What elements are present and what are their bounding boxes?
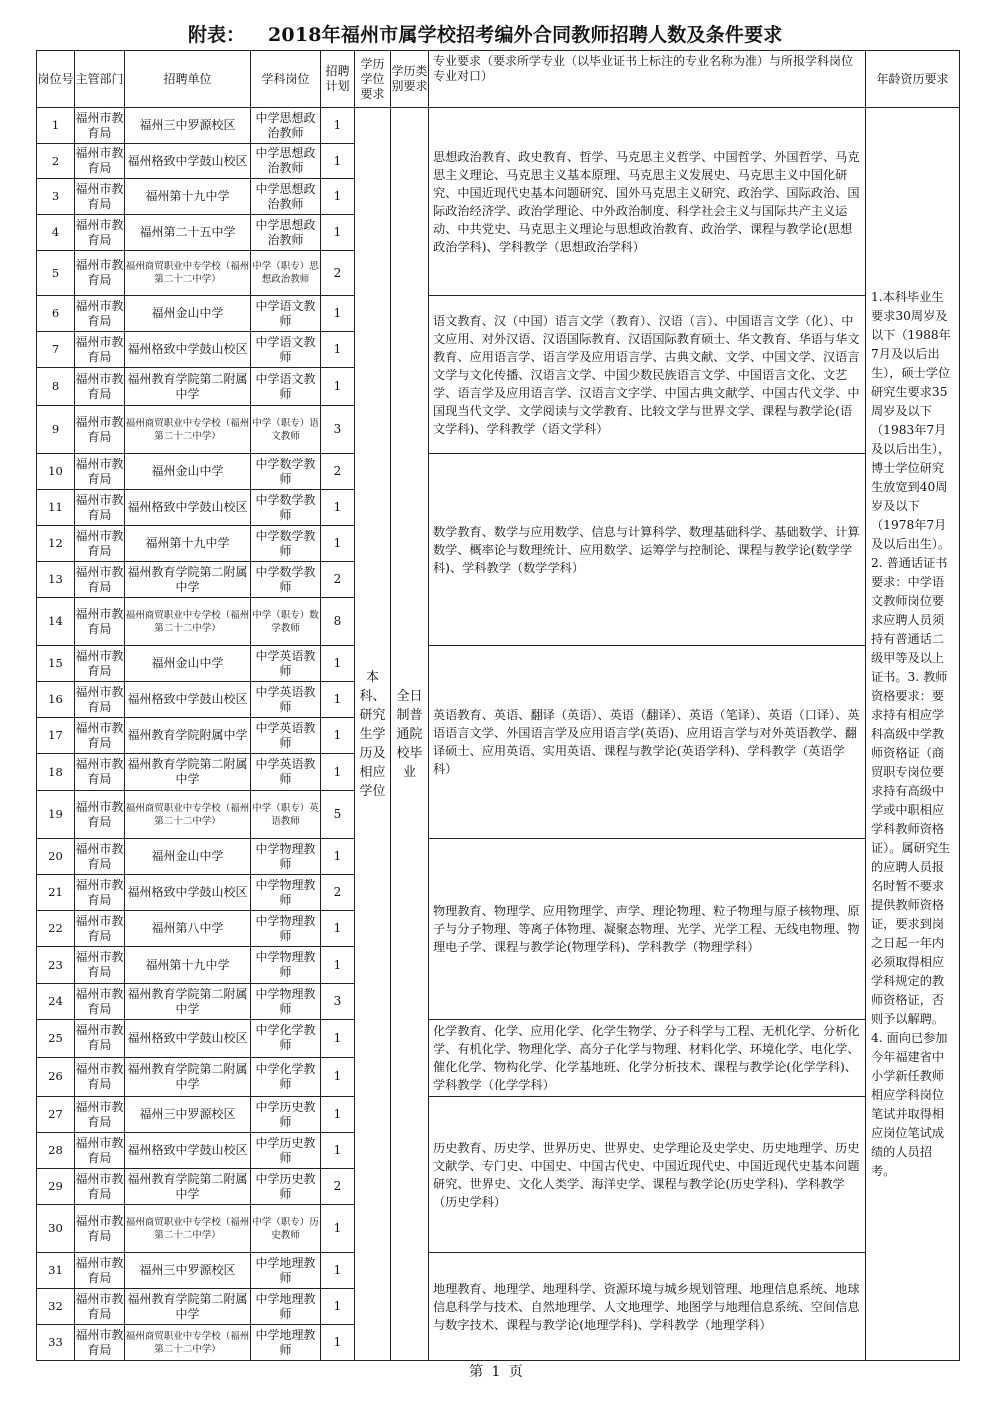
row-position: 中学（职专）语文教师 bbox=[251, 406, 321, 454]
table-row bbox=[37, 296, 960, 332]
row-unit: 福州商贸职业中专学校（福州第二十二中学） bbox=[125, 406, 251, 454]
row-position: 中学语文教师 bbox=[251, 296, 321, 332]
table-row bbox=[37, 1097, 960, 1133]
row-unit: 福州教育学院第二附属中学 bbox=[125, 754, 251, 791]
row-number: 29 bbox=[37, 1169, 75, 1205]
row-number: 15 bbox=[37, 646, 75, 682]
row-position: 中学物理教师 bbox=[251, 875, 321, 911]
row-plan: 3 bbox=[321, 406, 355, 454]
row-plan: 1 bbox=[321, 947, 355, 984]
row-dept: 福州市教育局 bbox=[75, 984, 125, 1020]
row-plan: 1 bbox=[321, 1020, 355, 1058]
row-plan: 1 bbox=[321, 1097, 355, 1133]
row-number: 27 bbox=[37, 1097, 75, 1133]
row-plan: 1 bbox=[321, 1057, 355, 1096]
row-dept: 福州市教育局 bbox=[75, 1097, 125, 1133]
row-plan: 3 bbox=[321, 984, 355, 1020]
table-row bbox=[37, 646, 960, 682]
row-dept: 福州市教育局 bbox=[75, 754, 125, 791]
row-dept: 福州市教育局 bbox=[75, 646, 125, 682]
row-unit: 福州第十九中学 bbox=[125, 526, 251, 562]
table-body bbox=[37, 108, 960, 1361]
row-unit: 福州第十九中学 bbox=[125, 947, 251, 984]
row-position: 中学物理教师 bbox=[251, 947, 321, 984]
row-dept: 福州市教育局 bbox=[75, 1325, 125, 1361]
row-plan: 1 bbox=[321, 368, 355, 406]
row-position: 中学英语教师 bbox=[251, 682, 321, 718]
major-requirement: 数学教育、数学与应用数学、信息与计算科学、数理基础科学、基础数学、计算数学、概率论与数理统计、应用数学、运筹学与控制论、课程与教学论(数学学科)、学科教学（数学学科） bbox=[429, 454, 866, 646]
title-main: 2018年福州市属学校招考编外合同教师招聘人数及条件要求 bbox=[268, 24, 783, 46]
row-position: 中学化学教师 bbox=[251, 1057, 321, 1096]
row-dept: 福州市教育局 bbox=[75, 1253, 125, 1289]
row-position: 中学英语教师 bbox=[251, 646, 321, 682]
row-unit: 福州商贸职业中专学校（福州第二十二中学） bbox=[125, 1205, 251, 1253]
row-position: 中学思想政治教师 bbox=[251, 108, 321, 144]
row-number: 23 bbox=[37, 947, 75, 984]
row-dept: 福州市教育局 bbox=[75, 251, 125, 296]
row-plan: 1 bbox=[321, 911, 355, 947]
row-number: 21 bbox=[37, 875, 75, 911]
row-dept: 福州市教育局 bbox=[75, 454, 125, 490]
row-dept: 福州市教育局 bbox=[75, 1169, 125, 1205]
footer-suffix: 页 bbox=[508, 1364, 523, 1380]
row-position: 中学地理教师 bbox=[251, 1325, 321, 1361]
row-number: 24 bbox=[37, 984, 75, 1020]
edu-requirement: 本科、研究生学历及相应学位 bbox=[355, 108, 391, 1361]
row-number: 25 bbox=[37, 1020, 75, 1058]
row-plan: 1 bbox=[321, 296, 355, 332]
row-position: 中学（职专）数学教师 bbox=[251, 598, 321, 646]
row-position: 中学数学教师 bbox=[251, 562, 321, 598]
row-dept: 福州市教育局 bbox=[75, 332, 125, 368]
age-requirement: 1.本科毕业生要求30周岁及以下（1988年7月及以后出生），硕士学位研究生要求35周岁及以下（1983年7月及以后出生），博士学位研究生放宽到40周岁及以下（1978年7月及以后出生）。2. 普通话证书要求：中学语文教师岗位要求应聘人员须持有普通话二级甲等及以上证书。3. 教师资格要求：要求持有相应学科高级中学教师资格证（商贸职专岗位要求持有高级中学或中职相应学科教师资格证）。属研究生的应聘人员报名时暂不要求提供教师资格证，要求到岗之日起一年内必须取得相应学科规定的教师资格证，否则予以解聘。4. 面向已参加今年福建省中小学新任教师相应学科岗位笔试并取得相应岗位笔试成绩的人员招考。 bbox=[866, 144, 960, 1325]
row-position: 中学英语教师 bbox=[251, 718, 321, 754]
row-unit: 福州格致中学鼓山校区 bbox=[125, 490, 251, 526]
row-plan: 1 bbox=[321, 215, 355, 251]
row-dept: 福州市教育局 bbox=[75, 215, 125, 251]
row-number: 19 bbox=[37, 791, 75, 839]
header-edu-type: 学历类别要求 bbox=[391, 51, 429, 108]
major-requirement: 历史教育、历史学、世界历史、世界史、史学理论及史学史、历史地理学、历史文献学、专门史、中国史、中国古代史、中国近现代史、中国近现代史基本问题研究、世界史、文化人类学、海洋史学、课程与教学论(历史学科)、学科教学（历史学科） bbox=[429, 1097, 866, 1253]
edu-type-requirement: 全日制普通院校毕业 bbox=[391, 108, 429, 1361]
row-plan: 1 bbox=[321, 754, 355, 791]
row-dept: 福州市教育局 bbox=[75, 179, 125, 215]
row-unit: 福州格致中学鼓山校区 bbox=[125, 682, 251, 718]
row-position: 中学英语教师 bbox=[251, 754, 321, 791]
row-number: 12 bbox=[37, 526, 75, 562]
row-position: 中学地理教师 bbox=[251, 1253, 321, 1289]
row-number: 14 bbox=[37, 598, 75, 646]
row-position: 中学物理教师 bbox=[251, 911, 321, 947]
row-dept: 福州市教育局 bbox=[75, 368, 125, 406]
row-number: 22 bbox=[37, 911, 75, 947]
row-unit: 福州三中罗源校区 bbox=[125, 1253, 251, 1289]
title-prefix: 附表： bbox=[188, 24, 246, 46]
row-number: 32 bbox=[37, 1289, 75, 1325]
row-position: 中学历史教师 bbox=[251, 1169, 321, 1205]
row-dept: 福州市教育局 bbox=[75, 911, 125, 947]
row-plan: 1 bbox=[321, 1253, 355, 1289]
row-number: 1 bbox=[37, 108, 75, 144]
header-position: 学科岗位 bbox=[251, 51, 321, 108]
row-position: 中学历史教师 bbox=[251, 1133, 321, 1169]
row-unit: 福州教育学院第二附属中学 bbox=[125, 1169, 251, 1205]
row-unit: 福州教育学院附属中学 bbox=[125, 718, 251, 754]
row-unit: 福州教育学院第二附属中学 bbox=[125, 368, 251, 406]
row-position: 中学语文教师 bbox=[251, 368, 321, 406]
row-position: 中学思想政治教师 bbox=[251, 179, 321, 215]
row-unit: 福州格致中学鼓山校区 bbox=[125, 1133, 251, 1169]
row-unit: 福州金山中学 bbox=[125, 839, 251, 875]
major-requirement: 地理教育、地理学、地理科学、资源环境与城乡规划管理、地理信息系统、地球信息科学与技术、自然地理学、人文地理学、地图学与地理信息系统、空间信息与数字技术、课程与教学论(地理学科)、学科教学（地理学科） bbox=[429, 1253, 866, 1361]
row-number: 31 bbox=[37, 1253, 75, 1289]
table-row bbox=[37, 108, 960, 144]
row-plan: 1 bbox=[321, 839, 355, 875]
row-unit: 福州格致中学鼓山校区 bbox=[125, 144, 251, 179]
row-unit: 福州格致中学鼓山校区 bbox=[125, 875, 251, 911]
footer-prefix: 第 bbox=[469, 1364, 484, 1380]
row-position: 中学数学教师 bbox=[251, 526, 321, 562]
row-number: 30 bbox=[37, 1205, 75, 1253]
row-unit: 福州商贸职业中专学校（福州第二十二中学） bbox=[125, 598, 251, 646]
major-requirement: 化学教育、化学、应用化学、化学生物学、分子科学与工程、无机化学、分析化学、有机化学、物理化学、高分子化学与物理、材料化学、环境化学、电化学、催化化学、物构化学、化学基地班、化学分析技术、课程与教学论(化学学科)、学科教学（化学学科） bbox=[429, 1020, 866, 1097]
row-number: 10 bbox=[37, 454, 75, 490]
row-plan: 1 bbox=[321, 108, 355, 144]
row-plan: 2 bbox=[321, 875, 355, 911]
table-row bbox=[37, 839, 960, 875]
row-number: 13 bbox=[37, 562, 75, 598]
row-plan: 1 bbox=[321, 1205, 355, 1253]
row-number: 6 bbox=[37, 296, 75, 332]
row-dept: 福州市教育局 bbox=[75, 406, 125, 454]
row-number: 33 bbox=[37, 1325, 75, 1361]
row-position: 中学物理教师 bbox=[251, 984, 321, 1020]
row-unit: 福州教育学院第二附属中学 bbox=[125, 1289, 251, 1325]
row-number: 28 bbox=[37, 1133, 75, 1169]
row-number: 26 bbox=[37, 1057, 75, 1096]
row-plan: 1 bbox=[321, 682, 355, 718]
row-number: 17 bbox=[37, 718, 75, 754]
row-unit: 福州三中罗源校区 bbox=[125, 1097, 251, 1133]
row-unit: 福州金山中学 bbox=[125, 646, 251, 682]
row-plan: 1 bbox=[321, 1325, 355, 1361]
row-dept: 福州市教育局 bbox=[75, 1057, 125, 1096]
row-unit: 福州三中罗源校区 bbox=[125, 108, 251, 144]
row-dept: 福州市教育局 bbox=[75, 682, 125, 718]
row-unit: 福州第二十五中学 bbox=[125, 215, 251, 251]
row-position: 中学物理教师 bbox=[251, 839, 321, 875]
row-plan: 1 bbox=[321, 332, 355, 368]
row-unit: 福州教育学院第二附属中学 bbox=[125, 1057, 251, 1096]
row-plan: 1 bbox=[321, 1133, 355, 1169]
row-plan: 2 bbox=[321, 1169, 355, 1205]
row-number: 8 bbox=[37, 368, 75, 406]
row-dept: 福州市教育局 bbox=[75, 1289, 125, 1325]
row-number: 20 bbox=[37, 839, 75, 875]
header-age: 年龄资历要求 bbox=[866, 51, 960, 108]
row-unit: 福州教育学院第二附属中学 bbox=[125, 562, 251, 598]
row-position: 中学历史教师 bbox=[251, 1097, 321, 1133]
row-unit: 福州教育学院第二附属中学 bbox=[125, 984, 251, 1020]
header-plan: 招聘计划 bbox=[321, 51, 355, 108]
row-unit: 福州商贸职业中专学校（福州第二十二中学） bbox=[125, 791, 251, 839]
row-unit: 福州第十九中学 bbox=[125, 179, 251, 215]
row-position: 中学思想政治教师 bbox=[251, 215, 321, 251]
row-position: 中学语文教师 bbox=[251, 332, 321, 368]
row-dept: 福州市教育局 bbox=[75, 947, 125, 984]
row-position: 中学数学教师 bbox=[251, 454, 321, 490]
header-edu: 学历学位要求 bbox=[355, 51, 391, 108]
row-plan: 8 bbox=[321, 598, 355, 646]
row-plan: 2 bbox=[321, 562, 355, 598]
row-position: 中学（职专）历史教师 bbox=[251, 1205, 321, 1253]
row-number: 2 bbox=[37, 144, 75, 179]
major-requirement: 思想政治教育、政史教育、哲学、马克思主义哲学、中国哲学、外国哲学、马克思主义理论、马克思主义基本原理、马克思主义发展史、马克思主义中国化研究、中国近现代史基本问题研究、国外马克思主义研究、政治学、国际政治、国际政治经济学、政治学理论、中外政治制度、科学社会主义与国际共产主义运动、中共党史、马克思主义理论与思想政治教育、政治学、课程与教学论(思想政治学科)、学科教学（思想政治学科） bbox=[429, 108, 866, 296]
row-dept: 福州市教育局 bbox=[75, 1133, 125, 1169]
row-plan: 1 bbox=[321, 526, 355, 562]
row-plan: 2 bbox=[321, 454, 355, 490]
row-position: 中学思想政治教师 bbox=[251, 144, 321, 179]
row-unit: 福州金山中学 bbox=[125, 454, 251, 490]
row-number: 16 bbox=[37, 682, 75, 718]
table-row bbox=[37, 454, 960, 490]
row-unit: 福州格致中学鼓山校区 bbox=[125, 332, 251, 368]
row-dept: 福州市教育局 bbox=[75, 1020, 125, 1058]
row-number: 4 bbox=[37, 215, 75, 251]
header-major: 专业要求（要求所学专业（以毕业证书上标注的专业名称为准）与所报学科岗位专业对口） bbox=[429, 51, 866, 108]
row-position: 中学化学教师 bbox=[251, 1020, 321, 1058]
row-plan: 1 bbox=[321, 490, 355, 526]
row-unit: 福州金山中学 bbox=[125, 296, 251, 332]
row-plan: 1 bbox=[321, 646, 355, 682]
row-plan: 2 bbox=[321, 251, 355, 296]
row-position: 中学（职专）英语教师 bbox=[251, 791, 321, 839]
row-number: 5 bbox=[37, 251, 75, 296]
table-row bbox=[37, 1253, 960, 1289]
row-dept: 福州市教育局 bbox=[75, 562, 125, 598]
row-unit: 福州商贸职业中专学校（福州第二十二中学） bbox=[125, 251, 251, 296]
major-requirement: 物理教育、物理学、应用物理学、声学、理论物理、粒子物理与原子核物理、原子与分子物理、等离子体物理、凝聚态物理、光学、光学工程、无线电物理、物理电子学、课程与教学论(物理学科)、学科教学（物理学科） bbox=[429, 839, 866, 1020]
row-dept: 福州市教育局 bbox=[75, 1205, 125, 1253]
row-unit: 福州第八中学 bbox=[125, 911, 251, 947]
row-unit: 福州格致中学鼓山校区 bbox=[125, 1020, 251, 1058]
row-dept: 福州市教育局 bbox=[75, 108, 125, 144]
age-spacer-bottom bbox=[866, 1325, 960, 1361]
row-plan: 1 bbox=[321, 718, 355, 754]
recruitment-table bbox=[36, 50, 960, 1361]
row-number: 7 bbox=[37, 332, 75, 368]
row-number: 3 bbox=[37, 179, 75, 215]
row-plan: 1 bbox=[321, 144, 355, 179]
row-dept: 福州市教育局 bbox=[75, 718, 125, 754]
row-dept: 福州市教育局 bbox=[75, 526, 125, 562]
page-footer bbox=[0, 1361, 992, 1381]
row-number: 11 bbox=[37, 490, 75, 526]
row-plan: 5 bbox=[321, 791, 355, 839]
row-number: 9 bbox=[37, 406, 75, 454]
row-position: 中学地理教师 bbox=[251, 1289, 321, 1325]
header-no: 岗位号 bbox=[37, 51, 75, 108]
header-dept: 主管部门 bbox=[75, 51, 125, 108]
table-row bbox=[37, 1020, 960, 1058]
row-position: 中学（职专）思想政治教师 bbox=[251, 251, 321, 296]
row-dept: 福州市教育局 bbox=[75, 875, 125, 911]
header-unit: 招聘单位 bbox=[125, 51, 251, 108]
table-header-row bbox=[37, 51, 960, 108]
row-unit: 福州商贸职业中专学校（福州第二十二中学） bbox=[125, 1325, 251, 1361]
row-dept: 福州市教育局 bbox=[75, 490, 125, 526]
row-plan: 1 bbox=[321, 179, 355, 215]
row-plan: 1 bbox=[321, 1289, 355, 1325]
major-requirement: 英语教育、英语、翻译（英语）、英语（翻译）、英语（笔译）、英语（口译）、英语语言文学、外国语言学及应用语言学(英语)、应用语言学与对外英语教学、翻译硕士、应用英语、实用英语、课程与教学论(英语学科)、学科教学（英语学科） bbox=[429, 646, 866, 839]
page-number: 1 bbox=[491, 1364, 501, 1380]
row-dept: 福州市教育局 bbox=[75, 598, 125, 646]
row-number: 18 bbox=[37, 754, 75, 791]
row-position: 中学数学教师 bbox=[251, 490, 321, 526]
major-requirement: 语文教育、汉（中国）语言文学（教育）、汉语（言）、中国语言文学（化）、中文应用、对外汉语、汉语国际教育、汉语国际教育硕士、华文教育、华语与华文教育、应用语言学、语言学及应用语言学、古典文献、文学、中国文学、汉语言文学与文化传播、汉语言文学、中国少数民族语言文学、中国语言文化、文艺学、语言学及应用语言学、汉语言文字学、中国古典文献学、中国古代文学、中国现当代文学、文学阅读与文学教育、比较文学与世界文学、课程与教学论(语文学科)、学科教学（语文学科） bbox=[429, 296, 866, 454]
age-spacer bbox=[866, 108, 960, 144]
row-dept: 福州市教育局 bbox=[75, 296, 125, 332]
row-dept: 福州市教育局 bbox=[75, 791, 125, 839]
row-dept: 福州市教育局 bbox=[75, 144, 125, 179]
row-dept: 福州市教育局 bbox=[75, 839, 125, 875]
